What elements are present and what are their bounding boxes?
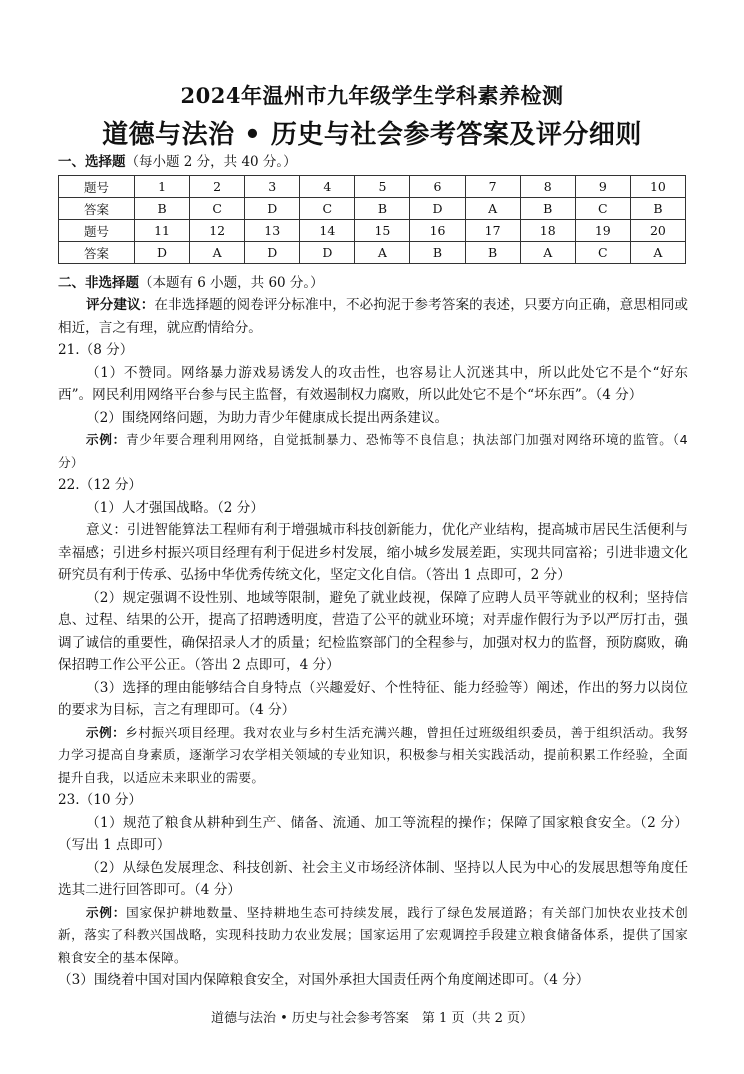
q22-part2: （2）规定强调不设性别、地域等限制，避免了就业歧视，保障了应聘人员平等就业的权利；坚持信息、过程、结果的公开，提高了招聘透明度，营造了公平的就业环境；对弄虚作假行为予以严厉打击，强调了诚信的重要性，确保招录人才的质量；纪检监察部门的全程参与，加强对权力的监督，预防腐败，确保招聘工作公平公正。（答出 2 点即可，4 分） (58, 589, 688, 673)
table-cell: 19 (575, 220, 630, 242)
table-label: 答案 (59, 198, 135, 220)
table-cell: 6 (410, 176, 465, 198)
document-subtitle: 道德与法治 • 历史与社会参考答案及评分细则 (102, 120, 642, 150)
table-cell: 10 (630, 176, 685, 198)
table-cell: D (135, 242, 190, 264)
table-row (59, 198, 686, 220)
table-cell: D (245, 242, 300, 264)
q23-part1: （1）规范了粮食从耕种到生产、储备、流通、加工等流程的操作；保障了国家粮食安全。（2 分）（写出 1 点即可） (58, 814, 688, 853)
q22-part3: （3）选择的理由能够结合自身特点（兴趣爱好、个性特征、能力经验等）阐述，作出的努力以岗位的要求为目标，言之有理即可。（4 分） (58, 679, 688, 718)
question-21-heading: 21.（8 分） (58, 342, 134, 358)
table-cell: C (575, 198, 630, 220)
q21-example: 示例：青少年要合理利用网络，自觉抵制暴力、恐怖等不良信息；执法部门加强对网络环境的监管。（4 分） (58, 432, 688, 470)
table-cell: 2 (190, 176, 245, 198)
q22-significance: 意义：引进智能算法工程师有利于增强城市科技创新能力，优化产业结构，提高城市居民生活便利与幸福感；引进乡村振兴项目经理有利于促进乡村发展，缩小城乡发展差距，实现共同富裕；引进非遗文化研究员有利于传承、弘扬中华优秀传统文化，坚定文化自信。（答出 1 点即可，2 分） (58, 522, 688, 583)
table-cell: B (520, 198, 575, 220)
table-cell: 5 (355, 176, 410, 198)
scoring-advice: 评分建议：在非选择题的阅卷评分标准中，不必拘泥于参考答案的表述，只要方向正确，意思相同或相近，言之有理，就应酌情给分。 (58, 297, 688, 336)
table-cell: 12 (190, 220, 245, 242)
table-cell: A (520, 242, 575, 264)
table-cell: 17 (465, 220, 520, 242)
question-22-heading: 22.（12 分） (58, 477, 143, 493)
table-cell: 3 (245, 176, 300, 198)
table-cell: C (300, 198, 355, 220)
table-cell: C (190, 198, 245, 220)
table-cell: 7 (465, 176, 520, 198)
table-cell: B (410, 242, 465, 264)
section2-heading: 二、非选择题（本题有 6 小题，共 60 分。） (58, 275, 324, 291)
table-cell: A (465, 198, 520, 220)
q23-part3: （3）围绕着中国对国内保障粮食安全，对国外承担大国责任两个角度阐述即可。（4 分） (58, 972, 590, 988)
table-cell: B (465, 242, 520, 264)
table-cell: A (190, 242, 245, 264)
table-row (59, 176, 686, 198)
table-cell: A (355, 242, 410, 264)
table-cell: 18 (520, 220, 575, 242)
table-cell: 1 (135, 176, 190, 198)
section1-heading: 一、选择题（每小题 2 分，共 40 分。） (58, 154, 297, 170)
q23-part2: （2）从绿色发展理念、科技创新、社会主义市场经济体制、坚持以人民为中心的发展思想等角度任选其二进行回答即可。（4 分） (58, 859, 688, 898)
table-cell: 8 (520, 176, 575, 198)
table-row (59, 242, 686, 264)
q21-part1: （1）不赞同。网络暴力游戏易诱发人的攻击性，也容易让人沉迷其中，所以此处它不是个“好东西”。网民利用网络平台参与民主监督，有效遏制权力腐败，所以此处它不是个“坏东西”。（4 分） (58, 364, 688, 403)
table-label: 答案 (59, 242, 135, 264)
table-cell: 4 (300, 176, 355, 198)
table-cell: 13 (245, 220, 300, 242)
answer-body (58, 294, 688, 992)
table-cell: D (245, 198, 300, 220)
table-row (59, 220, 686, 242)
table-label: 题号 (59, 176, 135, 198)
table-cell: 9 (575, 176, 630, 198)
table-cell: 20 (630, 220, 685, 242)
table-cell: 16 (410, 220, 465, 242)
table-cell: 15 (355, 220, 410, 242)
q23-example: 示例：国家保护耕地数量、坚持耕地生态可持续发展，践行了绿色发展道路；有关部门加快农业技术创新，落实了科教兴国战略，实现科技助力农业发展；国家运用了宏观调控手段建立粮食储备体系，提供了国家粮食安全的基本保障。 (58, 904, 688, 965)
question-23-heading: 23.（10 分） (58, 792, 143, 808)
table-cell: C (575, 242, 630, 264)
q21-part2: （2）围绕网络问题，为助力青少年健康成长提出两条建议。 (86, 409, 449, 426)
document-title: 2024年温州市九年级学生学科素养检测 (180, 83, 564, 108)
table-cell: D (300, 242, 355, 264)
table-cell: 14 (300, 220, 355, 242)
page-footer: 道德与法治 • 历史与社会参考答案 第 1 页（共 2 页） (210, 1011, 533, 1026)
table-cell: 11 (135, 220, 190, 242)
table-cell: B (355, 198, 410, 220)
table-cell: B (630, 198, 685, 220)
q22-example: 示例：乡村振兴项目经理。我对农业与乡村生活充满兴趣，曾担任过班级组织委员，善于组织活动。我努力学习提高自身素质，逐渐学习农学相关领域的专业知识，积极参与相关实践活动，提前积累工作经验，全面提升自我，以适应未来职业的需要。 (58, 724, 688, 785)
table-cell: B (135, 198, 190, 220)
q22-part1: （1）人才强国战略。（2 分） (86, 499, 264, 516)
answer-table (58, 175, 686, 264)
table-cell: D (410, 198, 465, 220)
table-cell: A (630, 242, 685, 264)
table-label: 题号 (59, 220, 135, 242)
